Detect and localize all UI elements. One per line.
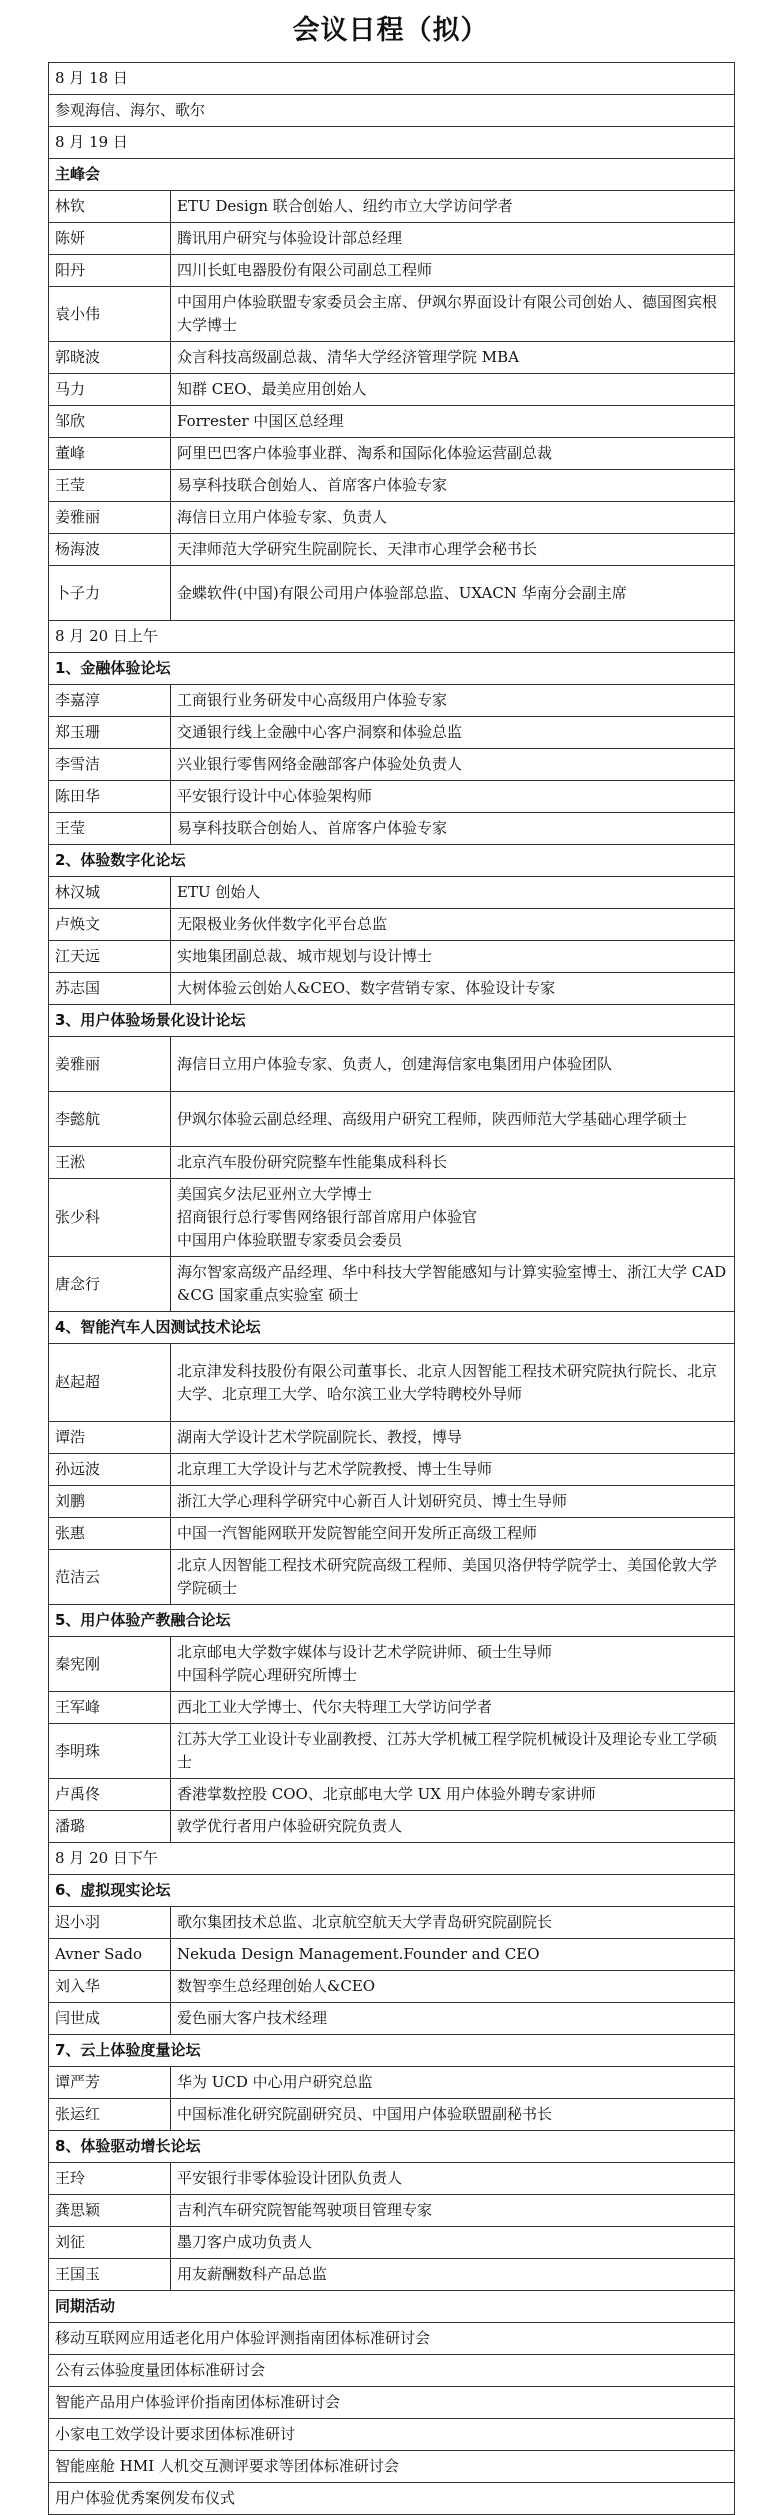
speaker-row bbox=[49, 877, 735, 909]
speaker-description: 美国宾夕法尼亚州立大学博士 招商银行总行零售网络银行部首席用户体验官 中国用户体验联盟专家委员会委员 bbox=[171, 1179, 735, 1257]
speaker-description: 四川长虹电器股份有限公司副总工程师 bbox=[171, 255, 735, 287]
speaker-row bbox=[49, 1422, 735, 1454]
speaker-name: 孙远波 bbox=[49, 1454, 171, 1486]
speaker-name: 闫世成 bbox=[49, 2003, 171, 2035]
event-row bbox=[49, 95, 735, 127]
agenda-table bbox=[48, 62, 735, 2515]
event-row bbox=[49, 2483, 735, 2515]
speaker-name: 卢焕文 bbox=[49, 909, 171, 941]
speaker-row bbox=[49, 749, 735, 781]
speaker-description: 西北工业大学博士、代尔夫特理工大学访问学者 bbox=[171, 1692, 735, 1724]
section-header-row bbox=[49, 2131, 735, 2163]
speaker-name: 李嘉淳 bbox=[49, 685, 171, 717]
speaker-description: 众言科技高级副总裁、清华大学经济管理学院 MBA bbox=[171, 342, 735, 374]
speaker-name: 袁小伟 bbox=[49, 287, 171, 342]
speaker-description: 墨刀客户成功负责人 bbox=[171, 2227, 735, 2259]
speaker-description: 海信日立用户体验专家、负责人，创建海信家电集团用户体验团队 bbox=[171, 1037, 735, 1092]
speaker-name: 唐念行 bbox=[49, 1257, 171, 1312]
speaker-name: 李懿航 bbox=[49, 1092, 171, 1147]
speaker-name: 杨海波 bbox=[49, 534, 171, 566]
speaker-name: 王淞 bbox=[49, 1147, 171, 1179]
speaker-row bbox=[49, 2195, 735, 2227]
agenda-table-body bbox=[49, 63, 735, 2515]
speaker-description: 浙江大学心理科学研究中心新百人计划研究员、博士生导师 bbox=[171, 1486, 735, 1518]
speaker-row bbox=[49, 717, 735, 749]
speaker-description: Nekuda Design Management.Founder and CEO bbox=[171, 1939, 735, 1971]
speaker-row bbox=[49, 1257, 735, 1312]
speaker-row bbox=[49, 438, 735, 470]
section-title: 2、体验数字化论坛 bbox=[49, 845, 735, 877]
section-header-row bbox=[49, 1605, 735, 1637]
section-title: 6、虚拟现实论坛 bbox=[49, 1875, 735, 1907]
section-title: 8、体验驱动增长论坛 bbox=[49, 2131, 735, 2163]
speaker-description: 知群 CEO、最美应用创始人 bbox=[171, 374, 735, 406]
speaker-row bbox=[49, 1179, 735, 1257]
section-header-row bbox=[49, 2291, 735, 2323]
speaker-name: 董峰 bbox=[49, 438, 171, 470]
speaker-name: 陈田华 bbox=[49, 781, 171, 813]
speaker-name: 阳丹 bbox=[49, 255, 171, 287]
speaker-name: 邹欣 bbox=[49, 406, 171, 438]
date-row bbox=[49, 127, 735, 159]
event-row bbox=[49, 2419, 735, 2451]
speaker-name: 赵起超 bbox=[49, 1344, 171, 1422]
speaker-name: 姜雅丽 bbox=[49, 502, 171, 534]
speaker-row bbox=[49, 502, 735, 534]
speaker-description: ETU Design 联合创始人、纽约市立大学访问学者 bbox=[171, 191, 735, 223]
speaker-name: 王莹 bbox=[49, 813, 171, 845]
speaker-description: Forrester 中国区总经理 bbox=[171, 406, 735, 438]
page-title: 会议日程（拟） bbox=[292, 15, 489, 46]
speaker-name: 陈妍 bbox=[49, 223, 171, 255]
speaker-row bbox=[49, 255, 735, 287]
speaker-name: 刘征 bbox=[49, 2227, 171, 2259]
speaker-name: 张少科 bbox=[49, 1179, 171, 1257]
speaker-description: 湖南大学设计艺术学院副院长、教授，博导 bbox=[171, 1422, 735, 1454]
section-header-row bbox=[49, 2035, 735, 2067]
date-label: 8 月 18 日 bbox=[49, 63, 735, 95]
speaker-name: 谭浩 bbox=[49, 1422, 171, 1454]
speaker-row bbox=[49, 909, 735, 941]
speaker-name: 王玲 bbox=[49, 2163, 171, 2195]
speaker-row bbox=[49, 2003, 735, 2035]
speaker-row bbox=[49, 2067, 735, 2099]
speaker-name: 潘璐 bbox=[49, 1811, 171, 1843]
speaker-name: 谭严芳 bbox=[49, 2067, 171, 2099]
section-title: 4、智能汽车人因测试技术论坛 bbox=[49, 1312, 735, 1344]
speaker-description: 伊飒尔体验云副总经理、高级用户研究工程师，陕西师范大学基础心理学硕士 bbox=[171, 1092, 735, 1147]
event-label: 移动互联网应用适老化用户体验评测指南团体标准研讨会 bbox=[49, 2323, 735, 2355]
speaker-row bbox=[49, 191, 735, 223]
speaker-name: 张惠 bbox=[49, 1518, 171, 1550]
event-row bbox=[49, 2355, 735, 2387]
event-label: 参观海信、海尔、歌尔 bbox=[49, 95, 735, 127]
section-title: 7、云上体验度量论坛 bbox=[49, 2035, 735, 2067]
speaker-name: 刘入华 bbox=[49, 1971, 171, 2003]
speaker-row bbox=[49, 287, 735, 342]
speaker-description: 交通银行线上金融中心客户洞察和体验总监 bbox=[171, 717, 735, 749]
speaker-name: 迟小羽 bbox=[49, 1907, 171, 1939]
speaker-name: 卢禹佟 bbox=[49, 1779, 171, 1811]
speaker-description: 腾讯用户研究与体验设计部总经理 bbox=[171, 223, 735, 255]
event-row bbox=[49, 2387, 735, 2419]
speaker-description: 敦学优行者用户体验研究院负责人 bbox=[171, 1811, 735, 1843]
speaker-name: 王国玉 bbox=[49, 2259, 171, 2291]
speaker-description: 阿里巴巴客户体验事业群、淘系和国际化体验运营副总裁 bbox=[171, 438, 735, 470]
event-row bbox=[49, 2323, 735, 2355]
speaker-description: 金蝶软件(中国)有限公司用户体验部总监、UXACN 华南分会副主席 bbox=[171, 566, 735, 621]
speaker-name: 龚思颖 bbox=[49, 2195, 171, 2227]
speaker-description: 实地集团副总裁、城市规划与设计博士 bbox=[171, 941, 735, 973]
speaker-description: 北京人因智能工程技术研究院高级工程师、美国贝洛伊特学院学士、美国伦敦大学学院硕士 bbox=[171, 1550, 735, 1605]
speaker-row bbox=[49, 1939, 735, 1971]
speaker-row bbox=[49, 223, 735, 255]
speaker-row bbox=[49, 781, 735, 813]
speaker-name: 江天远 bbox=[49, 941, 171, 973]
speaker-description: 易享科技联合创始人、首席客户体验专家 bbox=[171, 470, 735, 502]
speaker-description: 无限极业务伙伴数字化平台总监 bbox=[171, 909, 735, 941]
speaker-description: 平安银行设计中心体验架构师 bbox=[171, 781, 735, 813]
speaker-description: 中国标准化研究院副研究员、中国用户体验联盟副秘书长 bbox=[171, 2099, 735, 2131]
speaker-name: 郭晓波 bbox=[49, 342, 171, 374]
speaker-description: 歌尔集团技术总监、北京航空航天大学青岛研究院副院长 bbox=[171, 1907, 735, 1939]
speaker-description: 爱色丽大客户技术经理 bbox=[171, 2003, 735, 2035]
speaker-row bbox=[49, 374, 735, 406]
speaker-description: 中国一汽智能网联开发院智能空间开发所正高级工程师 bbox=[171, 1518, 735, 1550]
speaker-name: 秦宪刚 bbox=[49, 1637, 171, 1692]
speaker-row bbox=[49, 2163, 735, 2195]
speaker-name: 李明珠 bbox=[49, 1724, 171, 1779]
section-header-row bbox=[49, 845, 735, 877]
speaker-description: 北京邮电大学数字媒体与设计艺术学院讲师、硕士生导师 中国科学院心理研究所博士 bbox=[171, 1637, 735, 1692]
section-title: 主峰会 bbox=[49, 159, 735, 191]
section-header-row bbox=[49, 159, 735, 191]
speaker-description: 北京理工大学设计与艺术学院教授、博士生导师 bbox=[171, 1454, 735, 1486]
speaker-row bbox=[49, 1344, 735, 1422]
date-label: 8 月 19 日 bbox=[49, 127, 735, 159]
event-label: 智能产品用户体验评价指南团体标准研讨会 bbox=[49, 2387, 735, 2419]
speaker-description: 数智孪生总经理创始人&CEO bbox=[171, 1971, 735, 2003]
speaker-description: 用友薪酬数科产品总监 bbox=[171, 2259, 735, 2291]
date-row bbox=[49, 1843, 735, 1875]
section-title: 1、金融体验论坛 bbox=[49, 653, 735, 685]
speaker-description: 北京汽车股份研究院整车性能集成科科长 bbox=[171, 1147, 735, 1179]
speaker-row bbox=[49, 1811, 735, 1843]
speaker-name: 郑玉珊 bbox=[49, 717, 171, 749]
speaker-name: 王军峰 bbox=[49, 1692, 171, 1724]
speaker-description: 平安银行非零体验设计团队负责人 bbox=[171, 2163, 735, 2195]
speaker-description: 天津师范大学研究生院副院长、天津市心理学会秘书长 bbox=[171, 534, 735, 566]
speaker-row bbox=[49, 2227, 735, 2259]
speaker-row bbox=[49, 1518, 735, 1550]
speaker-row bbox=[49, 1692, 735, 1724]
speaker-row bbox=[49, 1971, 735, 2003]
speaker-name: 王莹 bbox=[49, 470, 171, 502]
speaker-description: 工商银行业务研发中心高级用户体验专家 bbox=[171, 685, 735, 717]
speaker-row bbox=[49, 406, 735, 438]
speaker-row bbox=[49, 470, 735, 502]
speaker-row bbox=[49, 342, 735, 374]
section-header-row bbox=[49, 1875, 735, 1907]
speaker-row bbox=[49, 1037, 735, 1092]
speaker-description: 海信日立用户体验专家、负责人 bbox=[171, 502, 735, 534]
speaker-name: 范洁云 bbox=[49, 1550, 171, 1605]
speaker-row bbox=[49, 1724, 735, 1779]
speaker-row bbox=[49, 1486, 735, 1518]
speaker-description: 海尔智家高级产品经理、华中科技大学智能感知与计算实验室博士、浙江大学 CAD&CG 国家重点实验室 硕士 bbox=[171, 1257, 735, 1312]
speaker-description: 中国用户体验联盟专家委员会主席、伊飒尔界面设计有限公司创始人、德国图宾根大学博士 bbox=[171, 287, 735, 342]
speaker-description: 易享科技联合创始人、首席客户体验专家 bbox=[171, 813, 735, 845]
event-row bbox=[49, 2451, 735, 2483]
speaker-row bbox=[49, 2259, 735, 2291]
speaker-row bbox=[49, 1454, 735, 1486]
speaker-name: 林汉城 bbox=[49, 877, 171, 909]
speaker-row bbox=[49, 1147, 735, 1179]
date-row bbox=[49, 63, 735, 95]
speaker-row bbox=[49, 1779, 735, 1811]
date-label: 8 月 20 日下午 bbox=[49, 1843, 735, 1875]
event-label: 小家电工效学设计要求团体标准研讨 bbox=[49, 2419, 735, 2451]
speaker-description: 北京津发科技股份有限公司董事长、北京人因智能工程技术研究院执行院长、北京大学、北京理工大学、哈尔滨工业大学特聘校外导师 bbox=[171, 1344, 735, 1422]
speaker-name: 林钦 bbox=[49, 191, 171, 223]
date-label: 8 月 20 日上午 bbox=[49, 621, 735, 653]
speaker-name: 苏志国 bbox=[49, 973, 171, 1005]
section-header-row bbox=[49, 1005, 735, 1037]
speaker-name: 李雪洁 bbox=[49, 749, 171, 781]
speaker-name: 卜子力 bbox=[49, 566, 171, 621]
speaker-row bbox=[49, 534, 735, 566]
speaker-name: 张运红 bbox=[49, 2099, 171, 2131]
speaker-row bbox=[49, 1550, 735, 1605]
section-title: 5、用户体验产教融合论坛 bbox=[49, 1605, 735, 1637]
speaker-description: 江苏大学工业设计专业副教授、江苏大学机械工程学院机械设计及理论专业工学硕士 bbox=[171, 1724, 735, 1779]
speaker-name: 马力 bbox=[49, 374, 171, 406]
section-header-row bbox=[49, 1312, 735, 1344]
event-label: 公有云体验度量团体标准研讨会 bbox=[49, 2355, 735, 2387]
speaker-description: 香港掌数控股 COO、北京邮电大学 UX 用户体验外聘专家讲师 bbox=[171, 1779, 735, 1811]
section-title: 3、用户体验场景化设计论坛 bbox=[49, 1005, 735, 1037]
speaker-name: 姜雅丽 bbox=[49, 1037, 171, 1092]
speaker-row bbox=[49, 566, 735, 621]
event-label: 用户体验优秀案例发布仪式 bbox=[49, 2483, 735, 2515]
event-label: 智能座舱 HMI 人机交互测评要求等团体标准研讨会 bbox=[49, 2451, 735, 2483]
speaker-row bbox=[49, 813, 735, 845]
speaker-description: 吉利汽车研究院智能驾驶项目管理专家 bbox=[171, 2195, 735, 2227]
speaker-description: ETU 创始人 bbox=[171, 877, 735, 909]
section-header-row bbox=[49, 653, 735, 685]
speaker-name: 刘鹏 bbox=[49, 1486, 171, 1518]
speaker-row bbox=[49, 1907, 735, 1939]
speaker-row bbox=[49, 973, 735, 1005]
speaker-row bbox=[49, 685, 735, 717]
speaker-description: 华为 UCD 中心用户研究总监 bbox=[171, 2067, 735, 2099]
speaker-row bbox=[49, 941, 735, 973]
speaker-name: Avner Sado bbox=[49, 1939, 171, 1971]
speaker-row bbox=[49, 2099, 735, 2131]
section-title: 同期活动 bbox=[49, 2291, 735, 2323]
speaker-description: 兴业银行零售网络金融部客户体验处负责人 bbox=[171, 749, 735, 781]
date-row bbox=[49, 621, 735, 653]
speaker-description: 大树体验云创始人&CEO、数字营销专家、体验设计专家 bbox=[171, 973, 735, 1005]
speaker-row bbox=[49, 1092, 735, 1147]
speaker-row bbox=[49, 1637, 735, 1692]
